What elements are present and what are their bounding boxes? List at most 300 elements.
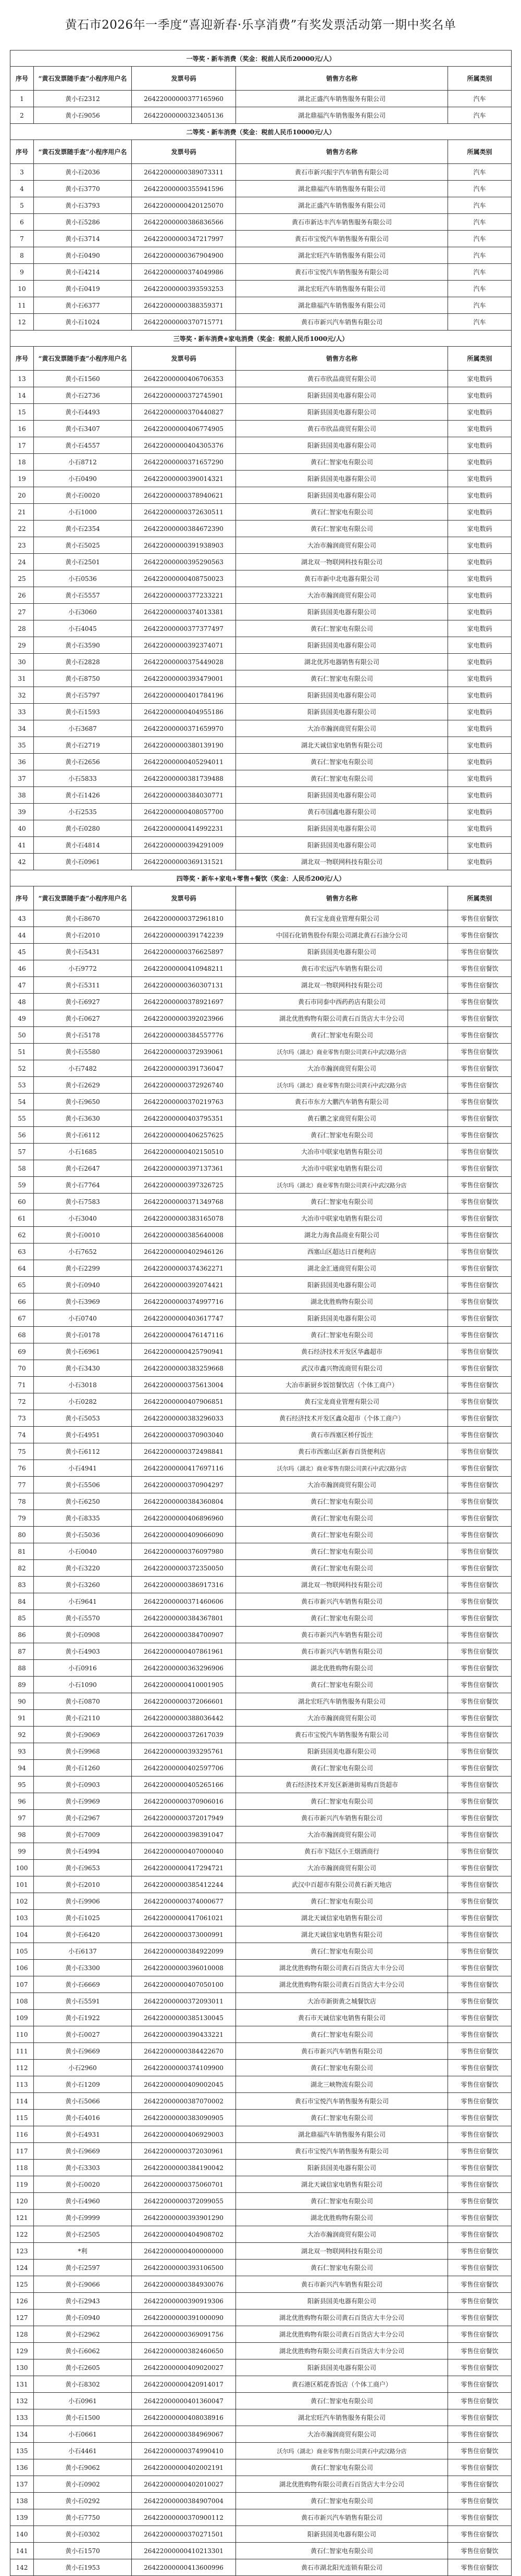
cell-seller: 大冶市瀚润商贸有限公司 [236,1860,448,1876]
cell-invoice: 26422000000393295761 [132,1743,236,1760]
cell-seq: 19 [10,471,34,487]
cell-category: 零售住宿餐饮 [448,1543,512,1560]
cell-invoice: 26422000000372030961 [132,2143,236,2160]
table-row [10,1793,512,1810]
cell-invoice: 26422000000370715771 [132,314,236,331]
cell-category: 零售住宿餐饮 [448,1177,512,1194]
cell-category: 零售住宿餐饮 [448,1643,512,1660]
cell-seq: 111 [10,2043,34,2060]
cell-seller: 大冶市瀚润商贸有限公司 [236,1477,448,1493]
cell-category: 零售住宿餐饮 [448,1260,512,1277]
cell-seq: 18 [10,454,34,471]
cell-seller: 阳新县国美电器有限公司 [236,387,448,404]
table-row [10,1160,512,1177]
cell-seller: 阳新县国美电器有限公司 [236,704,448,720]
cell-category: 零售住宿餐饮 [448,1976,512,1993]
table-row [10,1027,512,1044]
cell-invoice: 26422000000405265166 [132,1776,236,1793]
table-row [10,1227,512,1243]
cell-seller: 沃尔玛（湖北）商业零售有限公司黄石中武汉路分店 [236,1460,448,1477]
cell-invoice: 26422000000402946126 [132,1243,236,1260]
cell-user: 黄小石2110 [34,1710,132,1727]
cell-seq: 21 [10,504,34,521]
table-row [10,214,512,231]
cell-category: 零售住宿餐饮 [448,1593,512,1610]
cell-user: 黄小石2656 [34,754,132,770]
table-row [10,471,512,487]
cell-user: 黄小石3793 [34,197,132,214]
cell-invoice: 26422000000371657290 [132,454,236,471]
cell-invoice: 26422000000405294011 [132,754,236,770]
cell-seq: 137 [10,2476,34,2493]
cell-category: 零售住宿餐饮 [448,2076,512,2093]
cell-invoice: 26422000000402150510 [132,1144,236,1160]
cell-seq: 68 [10,1327,34,1343]
cell-invoice: 26422000000376097980 [132,1543,236,1560]
cell-user: 黄小石3407 [34,421,132,437]
cell-seller: 黄石仁智家电有限公司 [236,1027,448,1044]
cell-invoice: 26422000000384969067 [132,2426,236,2443]
cell-user: 黄小石2354 [34,521,132,537]
cell-category: 零售住宿餐饮 [448,910,512,927]
cell-invoice: 26422000000374990410 [132,2443,236,2459]
cell-seller: 黄石仁智家电有限公司 [236,670,448,687]
cell-user: 小石6137 [34,1943,132,1960]
cell-seller: 黄石仁智家电有限公司 [236,521,448,537]
section-title: 四等奖・新车+家电+零售+餐饮（奖金：人民币200元/人） [10,870,512,886]
cell-category: 零售住宿餐饮 [448,1443,512,1460]
cell-user: 黄小石5570 [34,1610,132,1627]
cell-category: 零售住宿餐饮 [448,2326,512,2343]
cell-seq: 87 [10,1643,34,1660]
cell-invoice: 26422000000377377497 [132,620,236,637]
header-user: “黄石发票随手查”小程序用户名 [34,347,132,371]
table-row [10,1627,512,1643]
cell-user: 黄小石0020 [34,2176,132,2193]
table-row [10,404,512,421]
cell-seller: 黄石仁智家电有限公司 [236,1893,448,1910]
cell-category: 零售住宿餐饮 [448,1227,512,1243]
cell-category: 零售住宿餐饮 [448,2393,512,2409]
cell-invoice: 26422000000374013381 [132,604,236,620]
cell-user: 小石0961 [34,2393,132,2409]
cell-user: 黄小石3430 [34,1360,132,1377]
cell-seq: 55 [10,1110,34,1127]
cell-seller: 湖北双一物联网科技有限公司 [236,977,448,994]
cell-seller: 阳新县国美电器有限公司 [236,437,448,454]
cell-seq: 30 [10,654,34,670]
cell-invoice: 26422000000400000000 [132,2243,236,2260]
table-row [10,1577,512,1593]
table-row [10,2526,512,2543]
cell-user: 黄小石0419 [34,281,132,297]
cell-user: 黄小石5580 [34,1044,132,1060]
cell-seller: 黄石市宝悦汽车销售服务有限公司 [236,2143,448,2160]
cell-seller: 湖北优胜购物有限公司 [236,1293,448,1310]
cell-seq: 28 [10,620,34,637]
cell-category: 零售住宿餐饮 [448,1760,512,1776]
cell-seq: 5 [10,197,34,214]
cell-category: 家电数码 [448,537,512,554]
cell-invoice: 26422000000372498841 [132,1443,236,1460]
cell-user: 小石1685 [34,1144,132,1160]
cell-invoice: 26422000000417294721 [132,1860,236,1876]
cell-user: 黄小石1260 [34,1760,132,1776]
cell-category: 零售住宿餐饮 [448,2160,512,2176]
cell-category: 零售住宿餐饮 [448,1127,512,1144]
cell-category: 零售住宿餐饮 [448,2376,512,2393]
cell-invoice: 26422000000396010008 [132,1960,236,1976]
cell-user: 黄小石2629 [34,1077,132,1094]
table-row [10,487,512,504]
table-row [10,1660,512,1677]
cell-user: 黄小石2010 [34,1876,132,1893]
cell-invoice: 26422000000404908702 [132,2226,236,2243]
cell-seq: 124 [10,2260,34,2276]
cell-seq: 79 [10,1510,34,1527]
cell-seq: 114 [10,2093,34,2110]
cell-category: 家电数码 [448,387,512,404]
cell-user: 黄小石5311 [34,977,132,994]
cell-user: 小石4461 [34,2443,132,2459]
cell-user: 黄小石2962 [34,2326,132,2343]
cell-seq: 33 [10,704,34,720]
cell-seq: 140 [10,2526,34,2543]
cell-seq: 26 [10,587,34,604]
cell-user: 黄小石6112 [34,1443,132,1460]
cell-user: 黄小石0870 [34,1693,132,1710]
table-row [10,1110,512,1127]
cell-user: 小石0916 [34,1660,132,1677]
cell-invoice: 26422000000372017949 [132,1810,236,1826]
cell-invoice: 26422000000374109900 [132,2060,236,2076]
cell-user: 黄小石8750 [34,670,132,687]
cell-invoice: 26422000000384700907 [132,1627,236,1643]
cell-seq: 67 [10,1310,34,1327]
table-row [10,1310,512,1327]
cell-user: 黄小石1953 [34,2559,132,2576]
cell-invoice: 26422000000369131521 [132,854,236,870]
cell-seq: 101 [10,1876,34,1893]
cell-category: 零售住宿餐饮 [448,1610,512,1627]
cell-invoice: 26422000000388036442 [132,1710,236,1727]
cell-seller: 黄石市新兴汽车销售有限公司 [236,314,448,331]
table-row [10,437,512,454]
cell-user: 黄小石5066 [34,2093,132,2110]
cell-invoice: 26422000000384922099 [132,1943,236,1960]
cell-seq: 97 [10,1810,34,1826]
cell-seq: 91 [10,1710,34,1727]
cell-invoice: 26422000000384030771 [132,787,236,804]
cell-seller: 阳新县国美电器有限公司 [236,404,448,421]
cell-category: 零售住宿餐饮 [448,944,512,960]
cell-seller: 黄石仁智家电有限公司 [236,1194,448,1210]
cell-invoice: 26422000000384422670 [132,2043,236,2060]
cell-user: 黄小石1500 [34,2409,132,2426]
cell-seq: 7 [10,231,34,247]
cell-invoice: 26422000000410001905 [132,1677,236,1693]
cell-invoice: 26422000000393106500 [132,2260,236,2276]
cell-category: 零售住宿餐饮 [448,1727,512,1743]
cell-invoice: 26422000000355941596 [132,181,236,197]
cell-seq: 32 [10,687,34,704]
cell-user: 黄小石2967 [34,1810,132,1826]
cell-invoice: 26422000000384672390 [132,521,236,537]
table-row [10,2026,512,2043]
cell-seller: 沃尔玛（湖北）商业零售有限公司黄石中武汉路分店 [236,1177,448,1194]
table-row [10,1527,512,1543]
cell-seq: 31 [10,670,34,687]
cell-seller: 黄石市宝悦汽车销售服务有限公司 [236,2093,448,2110]
cell-seq: 131 [10,2376,34,2393]
header-seq: 序号 [10,140,34,164]
cell-seller: 黄石宝龙商业管理有限公司 [236,910,448,927]
table-row [10,1743,512,1760]
cell-seq: 61 [10,1210,34,1227]
cell-category: 零售住宿餐饮 [448,1277,512,1293]
cell-invoice: 26422000000370271501 [132,2526,236,2543]
table-row [10,1643,512,1660]
section-title-row [10,331,512,347]
header-invoice: 发票号码 [132,67,236,91]
cell-user: 黄小石9906 [34,1893,132,1910]
table-row [10,1427,512,1443]
cell-user: 黄小石9968 [34,1743,132,1760]
cell-seller: 湖北天诚信家电销售有限公司 [236,1910,448,1926]
cell-user: 小石3018 [34,1377,132,1393]
cell-seq: 117 [10,2143,34,2160]
table-row [10,264,512,281]
cell-seller: 阳新县国美电器有限公司 [236,2293,448,2309]
cell-user: 黄小石0178 [34,1327,132,1343]
cell-invoice: 26422000000374997716 [132,1293,236,1310]
cell-seller: 湖北优胜购物有限公司黄石百货店大丰分公司 [236,1960,448,1976]
table-row [10,2160,512,2176]
table-row [10,2110,512,2126]
cell-category: 汽车 [448,214,512,231]
cell-invoice: 26422000000372093011 [132,1993,236,2010]
cell-seller: 黄石仁智家电有限公司 [236,2060,448,2076]
cell-seller: 湖北天诚信家电销售有限公司 [236,737,448,754]
cell-seq: 83 [10,1577,34,1593]
cell-seller: 黄石仁智家电有限公司 [236,2493,448,2509]
table-row [10,637,512,654]
cell-category: 汽车 [448,297,512,314]
cell-seller: 沃尔玛（湖北）商业零售有限公司黄石中武汉路分店 [236,1044,448,1060]
cell-seller: 黄石仁智家电有限公司 [236,1760,448,1776]
cell-category: 零售住宿餐饮 [448,1577,512,1593]
cell-invoice: 26422000000367904900 [132,247,236,264]
cell-seq: 56 [10,1127,34,1144]
table-row [10,1677,512,1693]
cell-user: 黄小石5431 [34,944,132,960]
cell-category: 零售住宿餐饮 [448,2243,512,2260]
table-row [10,1010,512,1027]
cell-category: 零售住宿餐饮 [448,1327,512,1343]
header-category: 所属类别 [448,347,512,371]
cell-user: 黄小石5053 [34,1410,132,1427]
cell-seq: 80 [10,1527,34,1543]
table-row [10,247,512,264]
cell-user: 黄小石1570 [34,2543,132,2559]
cell-category: 家电数码 [448,687,512,704]
cell-seq: 136 [10,2459,34,2476]
section-title: 二等奖・新车消费（奖金：税前人民币10000元/人） [10,124,512,140]
cell-seller: 湖北鼎福汽车销售服务有限公司 [236,107,448,124]
cell-user: 黄小石9056 [34,107,132,124]
cell-seller: 湖北天诚信家电销售有限公司 [236,2176,448,2193]
cell-category: 零售住宿餐饮 [448,1776,512,1793]
cell-seller: 黄石仁智家电有限公司 [236,2393,448,2409]
cell-seq: 75 [10,1443,34,1460]
cell-category: 家电数码 [448,704,512,720]
header-user: “黄石发票随手查”小程序用户名 [34,67,132,91]
cell-user: 黄小石8335 [34,1510,132,1527]
cell-seller: 湖北金汇通商贸有限公司 [236,1260,448,1277]
cell-invoice: 26422000000417697116 [132,1460,236,1477]
cell-invoice: 26422000000381739488 [132,770,236,787]
cell-category: 家电数码 [448,670,512,687]
cell-invoice: 26422000000372350050 [132,1560,236,1577]
cell-category: 家电数码 [448,421,512,437]
cell-category: 零售住宿餐饮 [448,1993,512,2010]
cell-category: 家电数码 [448,570,512,587]
cell-user: 黄小石6377 [34,297,132,314]
cell-seller: 阳新县国美电器有限公司 [236,837,448,854]
table-row [10,1926,512,1943]
cell-seller: 湖北宏旺汽车销售服务有限公司 [236,247,448,264]
cell-seller: 大冶市瀚润商贸有限公司 [236,1710,448,1727]
cell-category: 家电数码 [448,737,512,754]
cell-seq: 63 [10,1243,34,1260]
cell-seller: 湖北优苏电器销售有限公司 [236,654,448,670]
section-title: 三等奖・新车消费+家电消费（奖金：税前人民币1000元/人） [10,331,512,347]
cell-seller: 黄石市宝悦汽车销售服务有限公司 [236,231,448,247]
cell-seq: 120 [10,2193,34,2210]
table-row [10,1393,512,1410]
cell-seq: 90 [10,1693,34,1710]
cell-seller: 湖北优胜购物有限公司黄石百货店大丰分公司 [236,2476,448,2493]
table-row [10,2559,512,2576]
cell-seller: 黄石仁智家电有限公司 [236,1793,448,1810]
cell-user: 黄小石0490 [34,247,132,264]
cell-category: 零售住宿餐饮 [448,1943,512,1960]
table-row [10,1127,512,1144]
cell-seller: 大冶市中联家电销售有限公司 [236,1160,448,1177]
table-row [10,1477,512,1493]
table-row [10,2409,512,2426]
cell-user: 黄小石8302 [34,2376,132,2393]
cell-category: 零售住宿餐饮 [448,1410,512,1427]
cell-invoice: 26422000000406706353 [132,371,236,387]
cell-category: 家电数码 [448,587,512,604]
table-row [10,181,512,197]
cell-user: 黄小石9653 [34,1860,132,1876]
table-row [10,521,512,537]
cell-seq: 4 [10,181,34,197]
cell-user: 黄小石2505 [34,2226,132,2243]
cell-category: 零售住宿餐饮 [448,1826,512,1843]
section-title-row [10,50,512,67]
table-row [10,2143,512,2160]
cell-user: 黄小石3590 [34,637,132,654]
cell-user: 小石7482 [34,1060,132,1077]
cell-seller: 阳新县国美电器有限公司 [236,1277,448,1293]
cell-user: 小石2960 [34,2060,132,2076]
cell-user: 小石4045 [34,620,132,637]
cell-seq: 66 [10,1293,34,1310]
cell-seq: 29 [10,637,34,654]
header-seq: 序号 [10,347,34,371]
cell-invoice: 26422000000373000991 [132,1926,236,1943]
cell-category: 汽车 [448,91,512,107]
cell-user: 黄小石0020 [34,487,132,504]
table-row [10,1876,512,1893]
cell-user: 小石9772 [34,960,132,977]
cell-seller: 湖北双一物联网科技有限公司 [236,2243,448,2260]
table-row [10,927,512,944]
cell-user: 黄小石5797 [34,687,132,704]
cell-category: 零售住宿餐饮 [448,2526,512,2543]
cell-category: 零售住宿餐饮 [448,1560,512,1577]
cell-seq: 96 [10,1793,34,1810]
cell-seller: 阳新县国美电器有限公司 [236,471,448,487]
cell-category: 零售住宿餐饮 [448,2210,512,2226]
cell-seller: 黄石经济技术开发区鑫众超市（个体工商户） [236,1410,448,1427]
table-row [10,164,512,181]
cell-seller: 西塞山区超达日百便利店 [236,1243,448,1260]
cell-user: 黄小石1426 [34,787,132,804]
cell-category: 零售住宿餐饮 [448,1527,512,1543]
cell-seller: 黄石仁智家电有限公司 [236,2193,448,2210]
cell-invoice: 26422000000384360804 [132,1493,236,1510]
cell-invoice: 26422000000385412244 [132,1876,236,1893]
cell-seq: 36 [10,754,34,770]
cell-invoice: 26422000000408750023 [132,570,236,587]
cell-invoice: 26422000000363296906 [132,1660,236,1677]
table-row [10,1243,512,1260]
cell-category: 零售住宿餐饮 [448,1743,512,1760]
cell-category: 零售住宿餐饮 [448,1210,512,1227]
cell-user: 小石3040 [34,1210,132,1227]
cell-seq: 54 [10,1094,34,1110]
cell-invoice: 26422000000390433221 [132,2026,236,2043]
cell-user: 黄小石3630 [34,1110,132,1127]
cell-category: 零售住宿餐饮 [448,1926,512,1943]
cell-invoice: 26422000000384557776 [132,1027,236,1044]
cell-invoice: 26422000000385130045 [132,2010,236,2026]
table-row [10,1493,512,1510]
cell-invoice: 26422000000393479001 [132,670,236,687]
cell-user: 黄小石4994 [34,1843,132,1860]
cell-category: 汽车 [448,164,512,181]
cell-user: 小石1090 [34,1677,132,1693]
cell-seller: 黄石仁智家电有限公司 [236,504,448,521]
cell-invoice: 26422000000409002045 [132,2076,236,2093]
cell-invoice: 26422000000385640008 [132,1227,236,1243]
header-seq: 序号 [10,67,34,91]
cell-invoice: 26422000000402597706 [132,1760,236,1776]
cell-category: 家电数码 [448,720,512,737]
table-row [10,2326,512,2343]
cell-user: 黄小石1209 [34,2076,132,2093]
table-row [10,371,512,387]
cell-seq: 65 [10,1277,34,1293]
cell-seller: 黄石仁智家电有限公司 [236,1527,448,1543]
cell-user: 黄小石1560 [34,371,132,387]
table-row [10,787,512,804]
cell-seq: 42 [10,854,34,870]
